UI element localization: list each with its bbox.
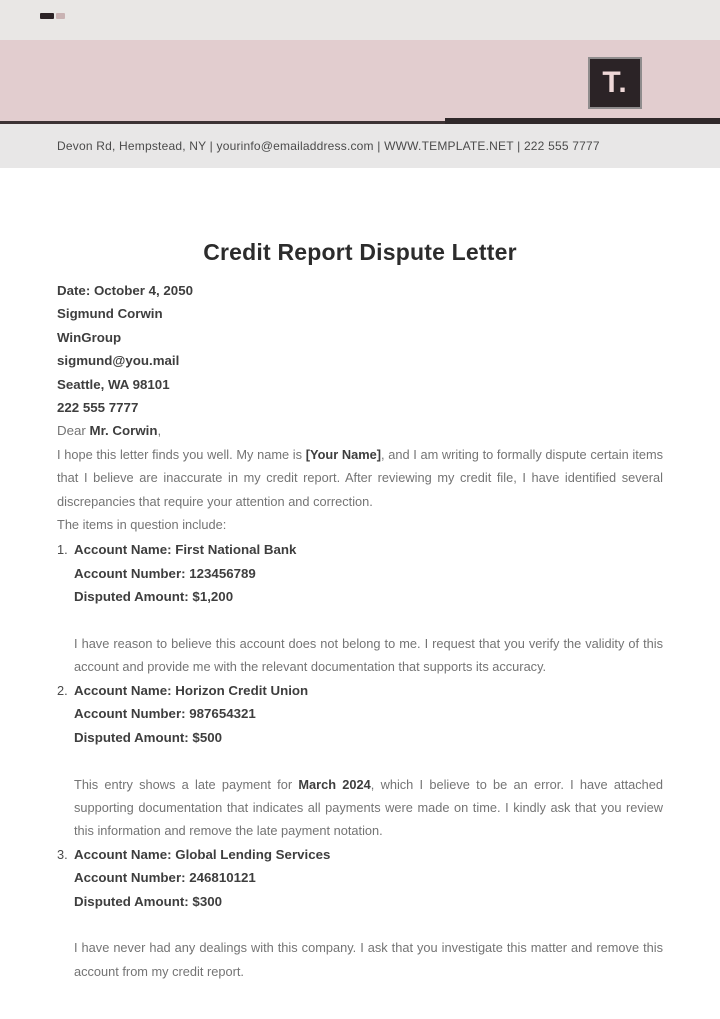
salutation-recipient: Mr. Corwin [89,423,158,439]
account-number-line: Account Number: 987654321 [74,706,256,722]
salutation [57,419,663,442]
letter-meta [57,279,663,419]
sender-name: Sigmund Corwin [57,306,163,322]
letter-body [0,238,720,983]
intro-text-2: , and I am writing to formally dispute certain items that I believe are inaccurate in my credit report. After reviewing my credit file, I have identified several discrepancies that require your attention and correction. [57,446,663,509]
disputed-amount-line: Disputed Amount: $500 [74,729,223,745]
items-lead-in: The items in question include: [57,517,227,533]
account-name-line: Account Name: Global Lending Services [74,846,331,862]
note-text-1: This entry shows a late payment for [74,776,299,792]
disputed-amount-line: Disputed Amount: $1,200 [74,589,234,605]
note-text-2: , which I believe to be an error. I have attached supporting documentation that indicates all payments were made on time. I kindly ask that you review this information and remove the late payment notation. [74,776,663,839]
account-name-line: Account Name: First National Bank [74,542,297,558]
account-name-line: Account Name: Horizon Credit Union [74,682,309,698]
sender-company: WinGroup [57,329,122,345]
item-number: 1. [57,542,68,558]
account-number-line: Account Number: 246810121 [74,870,256,886]
dispute-item-2 [57,679,663,843]
template-logo-letter: T. [602,66,628,99]
salutation-prefix: Dear [57,423,90,439]
dispute-item-3 [57,843,663,983]
note-bold: March 2024 [298,776,371,792]
contact-line: Devon Rd, Hempstead, NY | yourinfo@emailaddress.com | WWW.TEMPLATE.NET | 222 555 7777 [57,139,600,153]
your-name-placeholder: [Your Name] [305,446,381,462]
dispute-note [74,773,663,843]
note-text-1: I have never had any dealings with this company. I ask that you investigate this matter and remove this account from my credit report. [74,940,663,979]
contact-bar [0,124,720,168]
sender-email: sigmund@you.mail [57,353,180,369]
brand-mark-dark-bar [40,13,54,19]
intro-paragraph [57,443,663,513]
sender-phone: 222 555 7777 [57,400,139,416]
dispute-note [74,632,663,679]
template-logo [588,57,642,109]
account-number-line: Account Number: 123456789 [74,565,256,581]
dispute-note [74,936,663,983]
top-strip [0,0,720,40]
header-band [0,40,720,121]
date-line: Date: October 4, 2050 [57,283,193,298]
note-text-1: I have reason to believe this account does not belong to me. I request that you verify the validity of this account and provide me with the relevant documentation that supports its accuracy. [74,636,663,675]
dispute-item-1 [57,538,663,678]
item-number: 3. [57,846,68,862]
salutation-suffix: , [157,423,162,439]
item-number: 2. [57,682,68,698]
intro-text-1: I hope this letter finds you well. My name is [57,446,306,462]
sender-city: Seattle, WA 98101 [57,376,170,392]
dispute-items-list [57,538,663,983]
brand-mark-icon [40,13,65,19]
brand-mark-pink-bar [56,13,65,19]
page-title: Credit Report Dispute Letter [203,239,517,265]
disputed-amount-line: Disputed Amount: $300 [74,893,223,909]
